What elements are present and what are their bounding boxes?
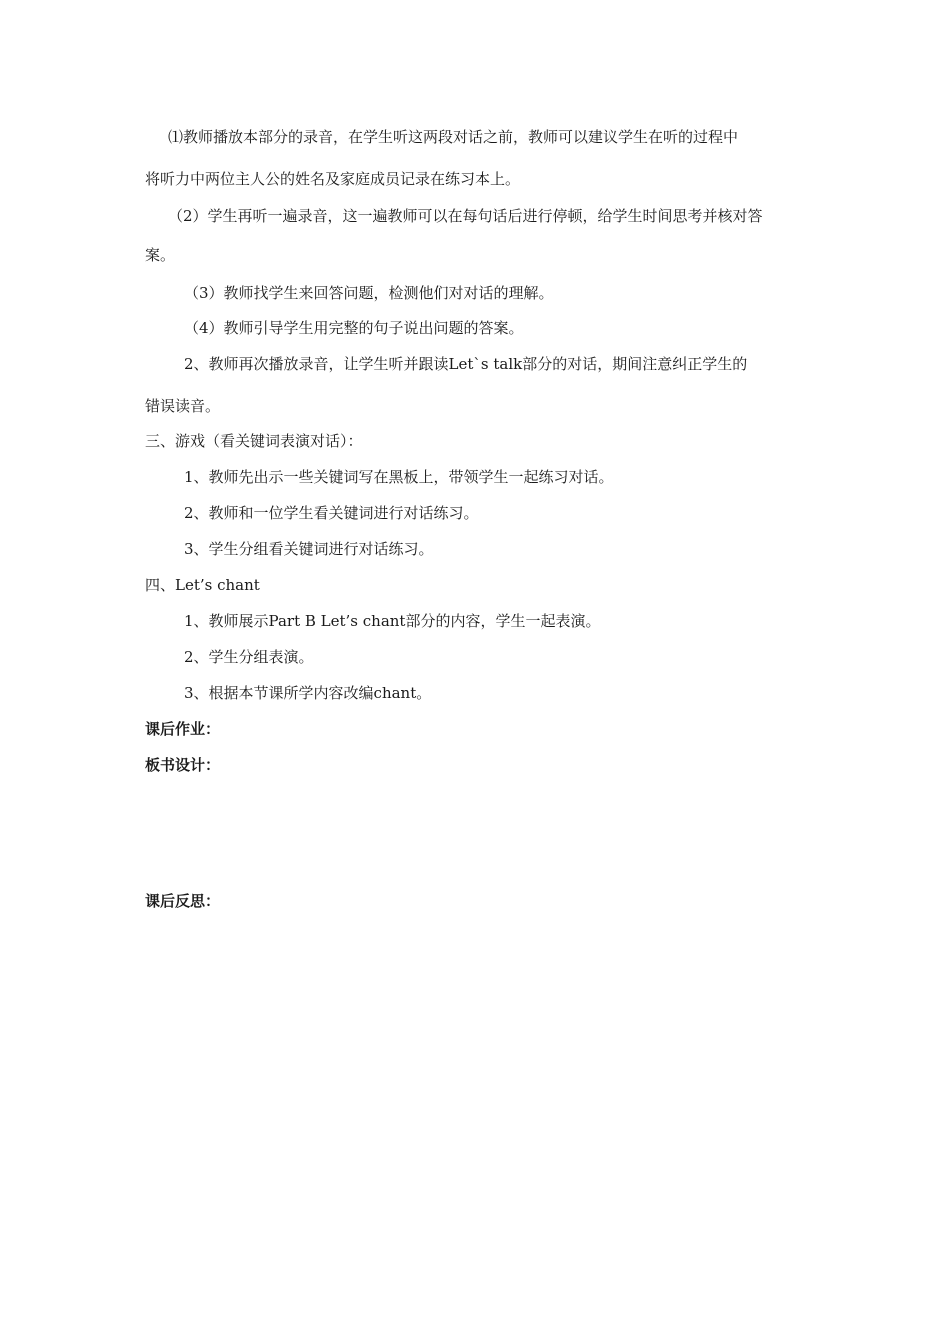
paragraph-line-2: 将听力中两位主人公的姓名及家庭成员记录在练习本上。 [145,170,521,188]
paragraph-line-3: （2）学生再听一遍录音，这一遍教师可以在每句话后进行停顿，给学生时间思考并核对答 [168,207,763,225]
paragraph-line-11: 2、教师和一位学生看关键词进行对话练习。 [184,504,479,522]
paragraph-line-16: 3、根据本节课所学内容改编chant。 [184,684,432,702]
heading-homework: 课后作业： [145,720,221,738]
section-heading-game: 三、游戏（看关键词表演对话）： [145,432,363,450]
paragraph-line-6: （4）教师引导学生用完整的句子说出问题的答案。 [184,319,524,337]
heading-reflection: 课后反思： [145,892,221,910]
paragraph-line-12: 3、学生分组看关键词进行对话练习。 [184,540,434,558]
paragraph-line-5: （3）教师找学生来回答问题，检测他们对对话的理解。 [184,284,554,302]
paragraph-line-1: ⑴教师播放本部分的录音，在学生听这两段对话之前，教师可以建议学生在听的过程中 [168,128,739,146]
paragraph-line-4: 案。 [145,246,176,264]
paragraph-line-10: 1、教师先出示一些关键词写在黑板上，带领学生一起练习对话。 [184,468,614,486]
paragraph-line-15: 2、学生分组表演。 [184,648,314,666]
heading-board-design: 板书设计： [145,756,221,774]
section-heading-chant: 四、Let’s chant [145,576,260,594]
paragraph-line-14: 1、教师展示Part B Let’s chant部分的内容，学生一起表演。 [184,612,601,630]
paragraph-line-7: 2、教师再次播放录音，让学生听并跟读Let`s talk部分的对话，期间注意纠正学生的 [184,355,748,373]
paragraph-line-8: 错误读音。 [145,397,221,415]
